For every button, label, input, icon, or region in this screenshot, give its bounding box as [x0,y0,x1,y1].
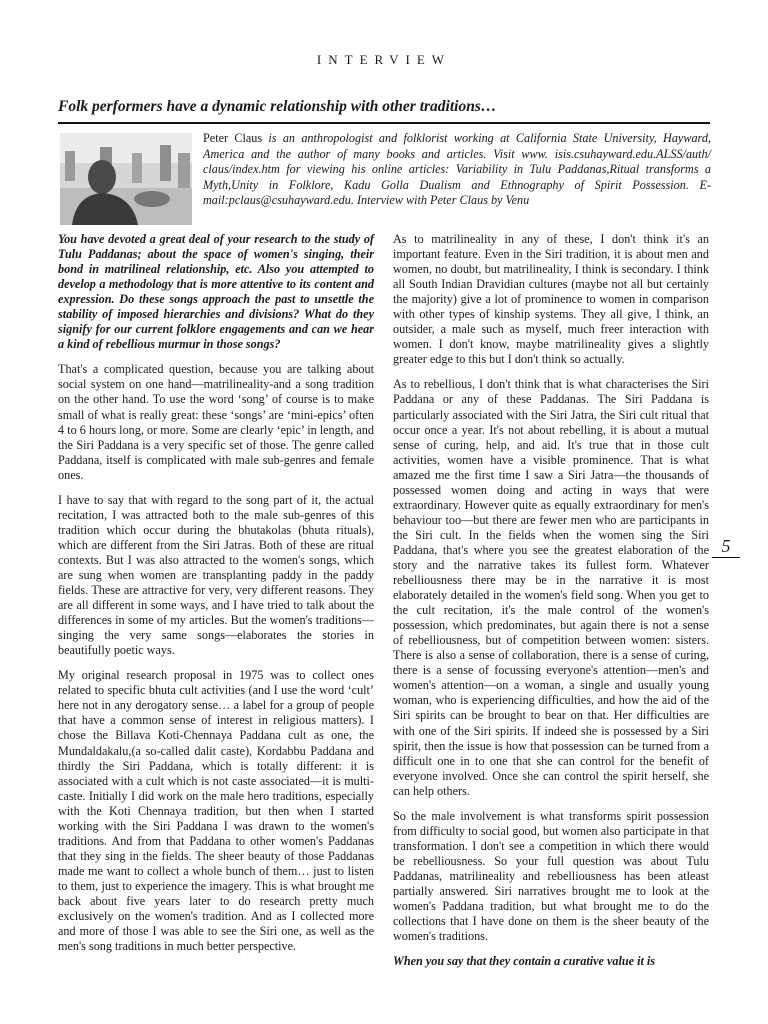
interview-question-next: When you say that they contain a curative value it is [393,954,656,969]
interview-question: You have devoted a great deal of your research to the study of Tulu Paddanas; about the space of women's singing, their bond in matrilineal relationship, etc. Also you attempted to develop a methodology that is more attentive to its content and expression. Do these songs approach the past to unsettle the stability of imposed hierarchies and divisions? What do they signify for our current folklore engagements and can we hear a kind of rebellious murmur in those songs? [58,232,374,352]
page-number-rule [712,557,740,558]
answer-paragraph: As to matrilineality in any of these, I don't think it's an important feature. Even in the Siri tradition, it is about men and women, no doubt, but matrilineality, I think is secondary. I think all South Indian Dravidian cultures (maybe not all but certainly the majority) give a lot of prominence to women in comparison with other types of kinship systems. They all give, I think, an outsider, a male such as myself, much freer interaction with women. I don't know, maybe matrilineality gives a slightly greater edge to this but I don't think so actually. [393,232,709,367]
author-photo [60,133,192,225]
headline-rule [58,122,710,124]
answer-paragraph: So the male involvement is what transforms spirit possession from difficulty to social good, but women also participate in that transformation. I don't see a competition in which there would be rebelliousness. So your full question was about Tulu Paddanas, matrilineality and rebelliousness has been atleast partially answered. Siri narratives brought me to look at the women's Paddana tradition, but what brought me to do the collections that I have done on them is the sheer beauty of the women's traditions. [393,808,709,944]
author-bio-text: is an anthropologist and folklorist working at California State University, Hayward, America and the author of many books and articles. Visit www. isis.csuhayward.edu.ALSS/auth/ claus/index.htm for viewing his online articles: Variability in Tulu Paddanas,Ritual transforms a Myth,Unity in Folklore, Kadu Golla Dualism and Ethnography of Spirit Possession. E-mail:pclaus@csuhayward.edu. Interview with Peter Claus by Venu [203,131,711,208]
article-headline: Folk performers have a dynamic relationship with other traditions… [58,98,497,115]
answer-paragraph: My original research proposal in 1975 was to collect ones related to specific bhuta cult activities (and I use the word ‘cult’ here not in any derogatory sense… a label for a group of people that have a common sense of interest in religious matters). I chose the Billava Koti-Chennaya Paddana cult as one, the Mundaldakalu,(a so-called dalit caste), Kordabbu Paddana and thirdly the Siri Paddana, which is totally different: it is associated with a cult which is not caste associated—it is multi-caste. Initially I did work on the male hero traditions, especially with the Koti Chennaya tradition, but then when I started working with the Siri Paddana I was drawn to the women's traditions. And from that Paddana to other women's Paddanas that they sing in the fields. The sheer beauty of those Paddanas made me want to collect a whole bunch of them… just to listen to them, just to experience the imagery. This is what brought me back about five years later to do research pretty much exclusively on the women's tradition. And as I collected more and more of those I was able to see the Siri one, as well as the men's song traditions in much better perspective. [58,668,374,954]
author-bio [203,131,711,209]
answer-paragraph: I have to say that with regard to the song part of it, the actual recitation, I was attracted both to the male sub-genres of this tradition which occur during the bhutakolas (bhuta rituals), which are different from the Siri Jatras. Both of these are ritual contexts. But I was also attracted to the women's songs, which are sung when women are transplanting paddy in the paddy fields. These are attractive for very, very different reasons. They are all different in some ways, and I have tried to talk about the differences in some of my articles. But the women's traditions—singing the very same songs—elaborates the stories in beautifully poetic ways. [58,492,374,658]
page-number: 5 [721,536,731,556]
section-label: INTERVIEW [316,52,452,67]
answer-paragraph: As to rebellious, I don't think that is what characterises the Siri Paddana or any of these Paddanas. The Siri Paddana is particularly associated with the Siri Jatra, the Siri cult ritual that occur once a year. It's not about rebelling, it is about a mutual sense of curing, help, and aid. It's true that in those cult activities, women have a visible prominence. That is what amazed me the first time I saw a Siri Jatra—the thousands of possessed women doing and acting in ways that were extraordinary. However quite as equally extraordinary for men's behaviour too—but there are fewer men who are participants in the Siri cult. In the fields when the women sing the Siri Paddana, that's where you see the greatest elaboration of the story and the narrative takes its fullest form. Whatever rebelliousness there may be in the narrative it is most elaborately detailed in the women's field song. When you get to the cult recitation, it's the male control of the women's possession, which predominates, but again there is not a sense of rebelliousness, but of competition between women: sisters. There is also a sense of collaboration, there is a sense of curing, there is a sense of focussing everyone's attention—men's and women's attention—on a woman, a single and usually young woman, who is experiencing difficulties, and how the aid of the Siri spirits can be brought to bear on that. Her difficulties are with one of the Siri spirits. If indeed she is possessed by a Siri spirit, then the issue is how that possession can be turned from a difficult one in to one that she can control for the benefit of everyone involved. Once she can control the spirit herself, she can help others. [393,377,709,798]
right-column [393,232,709,979]
author-photo-illustration [60,133,192,225]
author-name: Peter Claus [203,131,263,145]
left-column [58,232,374,964]
answer-paragraph: That's a complicated question, because you are talking about social system on one hand—matrilineality-and a song tradition on the other hand. To use the word ‘song’ of course is to make small of what is really great: these ‘songs’ are ‘mini-epics’ often 4 to 6 hours long, or more. Some are clearly ‘epic’ in length, and the Siri Paddana is a very specific set of those. The genre called Paddana, itself is complicated with male sub-genres and female ones. [58,362,374,482]
